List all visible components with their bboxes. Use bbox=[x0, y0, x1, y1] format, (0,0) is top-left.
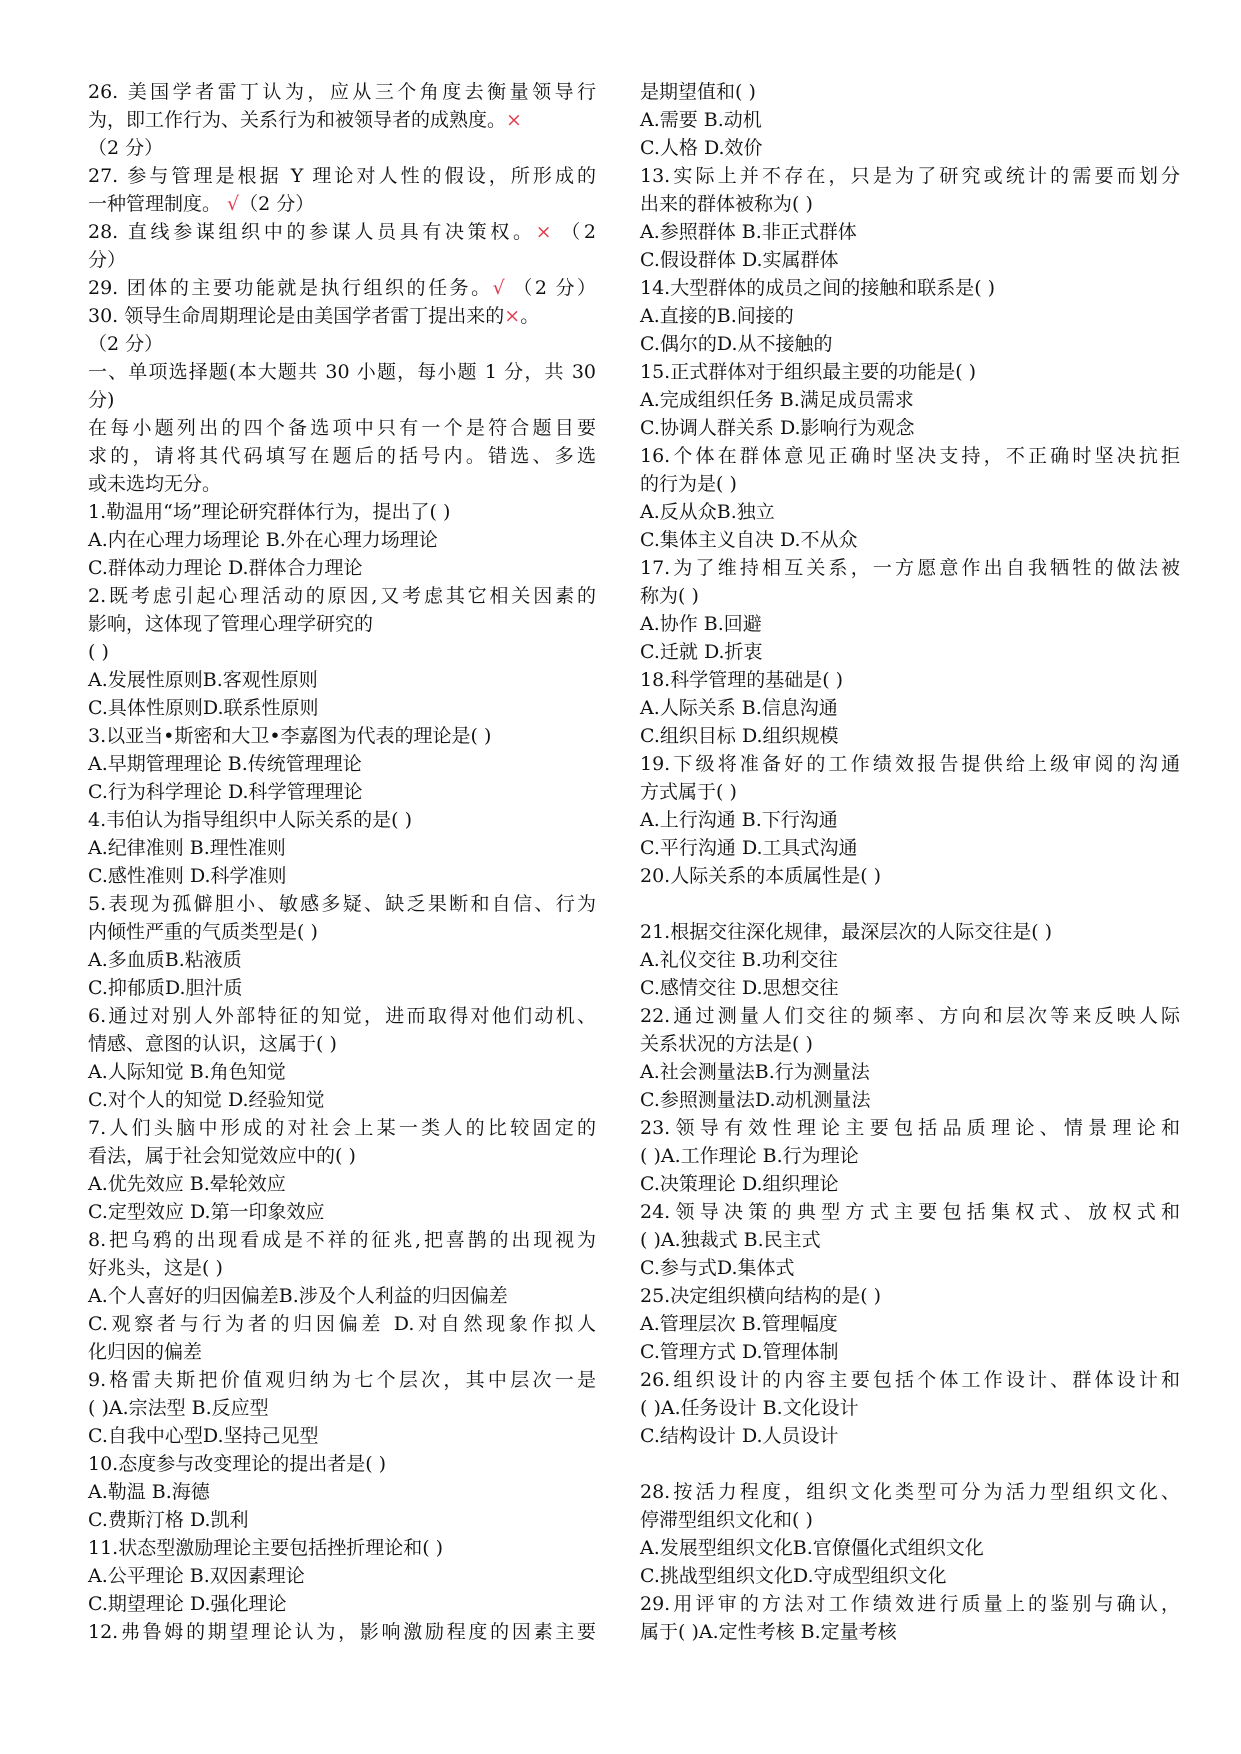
line-text: 关系状况的方法是( ) bbox=[640, 1033, 813, 1055]
text-line bbox=[88, 1394, 596, 1422]
wrong-mark-icon: × bbox=[506, 109, 522, 131]
line-text: 或未选均无分。 bbox=[88, 473, 222, 495]
line-text: C.感情交往 D.思想交往 bbox=[640, 977, 839, 999]
text-line bbox=[640, 1254, 1180, 1282]
text-line bbox=[640, 1030, 1180, 1058]
text-line bbox=[640, 694, 1180, 722]
text-line bbox=[88, 1282, 596, 1310]
score-text: （2 分） bbox=[239, 193, 315, 215]
line-text: C.群体动力理论 D.群体合力理论 bbox=[88, 557, 363, 579]
text-line bbox=[88, 78, 596, 106]
line-text: A.勒温 B.海德 bbox=[88, 1481, 210, 1503]
text-line bbox=[640, 358, 1180, 386]
text-line bbox=[640, 1170, 1180, 1198]
text-line bbox=[88, 1534, 596, 1562]
line-text: 停滞型组织文化和( ) bbox=[640, 1509, 813, 1531]
text-line bbox=[640, 778, 1180, 806]
line-text: 7.人们头脑中形成的对社会上某一类人的比较固定的 bbox=[88, 1117, 596, 1139]
line-text: A.协作 B.回避 bbox=[640, 613, 762, 635]
line-text: A.完成组织任务 B.满足成员需求 bbox=[640, 389, 914, 411]
line-text: A.纪律准则 B.理性准则 bbox=[88, 837, 286, 859]
text-line bbox=[640, 1562, 1180, 1590]
line-text: 28.按活力程度，组织文化类型可分为活力型组织文化、 bbox=[640, 1481, 1180, 1503]
line-text: C.集体主义自决 D.不从众 bbox=[640, 529, 858, 551]
line-text: 化归因的偏差 bbox=[88, 1341, 203, 1363]
score-text: （2 bbox=[551, 221, 596, 243]
text-line bbox=[88, 246, 596, 274]
line-text: A.管理层次 B.管理幅度 bbox=[640, 1313, 838, 1335]
text-line bbox=[640, 1114, 1180, 1142]
line-text: A.礼仪交往 B.功利交往 bbox=[640, 949, 838, 971]
check-mark-icon: √ bbox=[227, 193, 240, 215]
line-text: 出来的群体被称为( ) bbox=[640, 193, 813, 215]
text-line bbox=[640, 1422, 1180, 1450]
text-line bbox=[88, 498, 596, 526]
line-text: C.协调人群关系 D.影响行为观念 bbox=[640, 417, 915, 439]
text-line bbox=[640, 1534, 1180, 1562]
line-text: 3.以亚当•斯密和大卫•李嘉图为代表的理论是( ) bbox=[88, 725, 492, 747]
line-text: C.参与式D.集体式 bbox=[640, 1257, 795, 1279]
line-text: 情感、意图的认识，这属于( ) bbox=[88, 1033, 337, 1055]
line-text: （2 分） bbox=[88, 137, 164, 159]
text-line bbox=[88, 386, 596, 414]
line-text: 10.态度参与改变理论的提出者是( ) bbox=[88, 1453, 387, 1475]
line-text: C.费斯汀格 D.凯利 bbox=[88, 1509, 249, 1531]
line-text: 求的，请将其代码填写在题后的括号内。错选、多选 bbox=[88, 445, 596, 467]
line-text: ( )A.任务设计 B.文化设计 bbox=[640, 1397, 859, 1419]
text-line bbox=[640, 78, 1180, 106]
text-line bbox=[88, 946, 596, 974]
line-text: 一种管理制度。 bbox=[88, 193, 228, 215]
line-text: 1.勒温用“场”理论研究群体行为，提出了( ) bbox=[88, 501, 451, 523]
text-line bbox=[88, 1310, 596, 1338]
line-text: A.早期管理理论 B.传统管理理论 bbox=[88, 753, 362, 775]
text-line bbox=[88, 106, 596, 134]
line-text: C.观察者与行为者的归因偏差 D.对自然现象作拟人 bbox=[88, 1313, 596, 1335]
line-text: ( )A.宗法型 B.反应型 bbox=[88, 1397, 269, 1419]
text-line bbox=[640, 330, 1180, 358]
text-line bbox=[88, 1590, 596, 1618]
line-text: 分） bbox=[88, 249, 127, 271]
text-line bbox=[640, 414, 1180, 442]
line-text: 一、单项选择题(本大题共 30 小题，每小题 1 分，共 30 bbox=[88, 361, 596, 383]
line-text: C.具体性原则D.联系性原则 bbox=[88, 697, 319, 719]
line-text: 方式属于( ) bbox=[640, 781, 737, 803]
text-line bbox=[640, 610, 1180, 638]
line-text: C.行为科学理论 D.科学管理理论 bbox=[88, 781, 363, 803]
text-line bbox=[640, 1142, 1180, 1170]
text-line bbox=[88, 834, 596, 862]
text-line bbox=[88, 162, 596, 190]
text-line bbox=[640, 806, 1180, 834]
text-line bbox=[640, 1058, 1180, 1086]
text-line bbox=[640, 1618, 1180, 1646]
line-text: 9.格雷夫斯把价值观归纳为七个层次，其中层次一是 bbox=[88, 1369, 596, 1391]
text-line bbox=[88, 1478, 596, 1506]
line-text: 27. 参与管理是根据 Y 理论对人性的假设，所形成的 bbox=[88, 165, 596, 187]
line-text: 2.既考虑引起心理活动的原因,又考虑其它相关因素的 bbox=[88, 585, 596, 607]
line-text: 6.通过对别人外部特征的知觉，进而取得对他们动机、 bbox=[88, 1005, 596, 1027]
line-text: 影响，这体现了管理心理学研究的 bbox=[88, 613, 374, 635]
text-line bbox=[640, 470, 1180, 498]
line-text: A.参照群体 B.非正式群体 bbox=[640, 221, 857, 243]
text-line bbox=[88, 1338, 596, 1366]
text-line bbox=[640, 1394, 1180, 1422]
text-line bbox=[640, 1086, 1180, 1114]
text-line bbox=[88, 302, 596, 330]
line-text: 16.个体在群体意见正确时坚决支持，不正确时坚决抗拒 bbox=[640, 445, 1180, 467]
text-line bbox=[640, 442, 1180, 470]
text-line bbox=[640, 974, 1180, 1002]
text-line bbox=[88, 1562, 596, 1590]
line-text: ( )A.独裁式 B.民主式 bbox=[640, 1229, 821, 1251]
text-line bbox=[640, 162, 1180, 190]
line-text: 是期望值和( ) bbox=[640, 81, 756, 103]
line-text: C.期望理论 D.强化理论 bbox=[88, 1593, 287, 1615]
text-line bbox=[88, 1506, 596, 1534]
line-text: A.社会测量法B.行为测量法 bbox=[640, 1061, 870, 1083]
line-text: 29. 团体的主要功能就是执行组织的任务。 bbox=[88, 277, 493, 299]
text-line bbox=[88, 806, 596, 834]
text-line bbox=[640, 246, 1180, 274]
line-text: 20.人际关系的本质属性是( ) bbox=[640, 865, 882, 887]
line-text: 28. 直线参谋组织中的参谋人员具有决策权。 bbox=[88, 221, 536, 243]
line-text: 19.下级将准备好的工作绩效报告提供给上级审阅的沟通 bbox=[640, 753, 1180, 775]
text-line bbox=[640, 722, 1180, 750]
line-text: 8.把乌鸦的出现看成是不祥的征兆,把喜鹊的出现视为 bbox=[88, 1229, 596, 1251]
line-text: 25.决定组织横向结构的是( ) bbox=[640, 1285, 882, 1307]
text-line bbox=[88, 1226, 596, 1254]
line-text: C.管理方式 D.管理体制 bbox=[640, 1341, 839, 1363]
text-line bbox=[88, 190, 596, 218]
line-text: C.参照测量法D.动机测量法 bbox=[640, 1089, 871, 1111]
text-line bbox=[88, 358, 596, 386]
text-line bbox=[640, 582, 1180, 610]
line-text: 15.正式群体对于组织最主要的功能是( ) bbox=[640, 361, 977, 383]
text-line bbox=[640, 302, 1180, 330]
line-text: A.公平理论 B.双因素理论 bbox=[88, 1565, 305, 1587]
text-line bbox=[88, 442, 596, 470]
text-line bbox=[88, 1142, 596, 1170]
text-line bbox=[640, 834, 1180, 862]
line-text: C.迁就 D.折衷 bbox=[640, 641, 763, 663]
line-text: 5.表现为孤僻胆小、敏感多疑、缺乏果断和自信、行为 bbox=[88, 893, 596, 915]
line-text: A.直接的B.间接的 bbox=[640, 305, 794, 327]
text-line bbox=[88, 1618, 596, 1646]
text-line bbox=[88, 1086, 596, 1114]
text-line bbox=[88, 1170, 596, 1198]
text-line bbox=[88, 694, 596, 722]
line-text: C.定型效应 D.第一印象效应 bbox=[88, 1201, 325, 1223]
line-text: A.需要 B.动机 bbox=[640, 109, 762, 131]
text-line bbox=[88, 750, 596, 778]
text-line bbox=[640, 1366, 1180, 1394]
line-text: 13.实际上并不存在，只是为了研究或统计的需要而划分 bbox=[640, 165, 1180, 187]
line-text: A.多血质B.粘液质 bbox=[88, 949, 242, 971]
line-text: A.发展性原则B.客观性原则 bbox=[88, 669, 318, 691]
blank-line bbox=[640, 1450, 1180, 1478]
line-text: 24.领导决策的典型方式主要包括集权式、放权式和 bbox=[640, 1201, 1180, 1223]
line-text: 看法，属于社会知觉效应中的( ) bbox=[88, 1145, 356, 1167]
line-text: ( )A.工作理论 B.行为理论 bbox=[640, 1145, 859, 1167]
line-text: 21.根据交往深化规律，最深层次的人际交往是( ) bbox=[640, 921, 1053, 943]
line-text: ( ) bbox=[88, 641, 109, 663]
line-text: A.优先效应 B.晕轮效应 bbox=[88, 1173, 286, 1195]
text-line bbox=[88, 638, 596, 666]
line-text: 26.组织设计的内容主要包括个体工作设计、群体设计和 bbox=[640, 1369, 1180, 1391]
blank-line bbox=[640, 890, 1180, 918]
text-line bbox=[88, 918, 596, 946]
text-line bbox=[640, 1310, 1180, 1338]
text-line bbox=[640, 1506, 1180, 1534]
line-text: A.发展型组织文化B.官僚僵化式组织文化 bbox=[640, 1537, 984, 1559]
right-column bbox=[640, 78, 1180, 1646]
text-line bbox=[640, 106, 1180, 134]
line-text: 属于( )A.定性考核 B.定量考核 bbox=[640, 1621, 897, 1643]
line-text: 14.大型群体的成员之间的接触和联系是( ) bbox=[640, 277, 996, 299]
text-line bbox=[88, 582, 596, 610]
line-text: 好兆头，这是( ) bbox=[88, 1257, 223, 1279]
text-line bbox=[88, 1366, 596, 1394]
text-line bbox=[88, 330, 596, 358]
score-text: 。 bbox=[520, 305, 540, 327]
line-text: C.自我中心型D.坚持己见型 bbox=[88, 1425, 319, 1447]
text-line bbox=[88, 974, 596, 1002]
text-line bbox=[88, 1058, 596, 1086]
line-text: 内倾性严重的气质类型是( ) bbox=[88, 921, 318, 943]
text-line bbox=[88, 1030, 596, 1058]
line-text: 11.状态型激励理论主要包括挫折理论和( ) bbox=[88, 1537, 444, 1559]
text-line bbox=[640, 1226, 1180, 1254]
text-line bbox=[88, 1450, 596, 1478]
line-text: A.人际关系 B.信息沟通 bbox=[640, 697, 838, 719]
wrong-mark-icon: × bbox=[535, 221, 552, 243]
text-line bbox=[88, 470, 596, 498]
line-text: C.组织目标 D.组织规模 bbox=[640, 725, 839, 747]
line-text: 30. 领导生命周期理论是由美国学者雷丁提出来的 bbox=[88, 305, 505, 327]
left-column bbox=[88, 78, 596, 1646]
line-text: （2 分） bbox=[88, 333, 164, 355]
text-line bbox=[88, 1198, 596, 1226]
line-text: A.上行沟通 B.下行沟通 bbox=[640, 809, 838, 831]
text-line bbox=[640, 134, 1180, 162]
text-line bbox=[88, 526, 596, 554]
text-line bbox=[640, 862, 1180, 890]
text-line bbox=[640, 526, 1180, 554]
line-text: C.人格 D.效价 bbox=[640, 137, 763, 159]
line-text: A.反从众B.独立 bbox=[640, 501, 775, 523]
text-line bbox=[88, 554, 596, 582]
text-line bbox=[640, 386, 1180, 414]
text-line bbox=[640, 666, 1180, 694]
text-line bbox=[640, 638, 1180, 666]
text-line bbox=[88, 778, 596, 806]
text-line bbox=[640, 498, 1180, 526]
text-line bbox=[640, 750, 1180, 778]
line-text: A.内在心理力场理论 B.外在心理力场理论 bbox=[88, 529, 438, 551]
line-text: A.人际知觉 B.角色知觉 bbox=[88, 1061, 286, 1083]
line-text: C.结构设计 D.人员设计 bbox=[640, 1425, 839, 1447]
line-text: 22.通过测量人们交往的频率、方向和层次等来反映人际 bbox=[640, 1005, 1180, 1027]
line-text: 4.韦伯认为指导组织中人际关系的是( ) bbox=[88, 809, 412, 831]
line-text: 的行为是( ) bbox=[640, 473, 737, 495]
line-text: 12.弗鲁姆的期望理论认为，影响激励程度的因素主要 bbox=[88, 1621, 596, 1643]
text-line bbox=[640, 1002, 1180, 1030]
text-line bbox=[640, 218, 1180, 246]
line-text: C.偶尔的D.从不接触的 bbox=[640, 333, 833, 355]
line-text: C.抑郁质D.胆汁质 bbox=[88, 977, 243, 999]
line-text: C.假设群体 D.实属群体 bbox=[640, 249, 839, 271]
text-line bbox=[88, 1114, 596, 1142]
text-line bbox=[88, 610, 596, 638]
text-line bbox=[88, 1422, 596, 1450]
text-line bbox=[88, 134, 596, 162]
check-mark-icon: √ bbox=[492, 277, 505, 299]
line-text: A.个人喜好的归因偏差B.涉及个人利益的归因偏差 bbox=[88, 1285, 508, 1307]
line-text: 在每小题列出的四个备选项中只有一个是符合题目要 bbox=[88, 417, 596, 439]
wrong-mark-icon: × bbox=[504, 305, 521, 327]
text-line bbox=[640, 1198, 1180, 1226]
text-line bbox=[640, 190, 1180, 218]
text-line bbox=[88, 722, 596, 750]
text-line bbox=[88, 666, 596, 694]
line-text: 29.用评审的方法对工作绩效进行质量上的鉴别与确认， bbox=[640, 1593, 1180, 1615]
text-line bbox=[88, 218, 596, 246]
text-line bbox=[88, 414, 596, 442]
text-line bbox=[640, 1338, 1180, 1366]
line-text: 分) bbox=[88, 389, 115, 411]
line-text: 26. 美国学者雷丁认为，应从三个角度去衡量领导行 bbox=[88, 81, 596, 103]
text-line bbox=[640, 918, 1180, 946]
line-text: C.挑战型组织文化D.守成型组织文化 bbox=[640, 1565, 947, 1587]
text-line bbox=[88, 1254, 596, 1282]
line-text: 23.领导有效性理论主要包括品质理论、情景理论和 bbox=[640, 1117, 1180, 1139]
line-text: C.决策理论 D.组织理论 bbox=[640, 1173, 839, 1195]
line-text: 18.科学管理的基础是( ) bbox=[640, 669, 844, 691]
text-line bbox=[640, 1282, 1180, 1310]
line-text: C.感性准则 D.科学准则 bbox=[88, 865, 287, 887]
text-line bbox=[88, 274, 596, 302]
line-text: 称为( ) bbox=[640, 585, 699, 607]
text-line bbox=[88, 1002, 596, 1030]
text-line bbox=[640, 1590, 1180, 1618]
score-text: （2 分） bbox=[504, 277, 597, 299]
text-line bbox=[640, 554, 1180, 582]
line-text: 17.为了维持相互关系，一方愿意作出自我牺牲的做法被 bbox=[640, 557, 1180, 579]
line-text: C.对个人的知觉 D.经验知觉 bbox=[88, 1089, 325, 1111]
text-line bbox=[640, 274, 1180, 302]
line-text: C.平行沟通 D.工具式沟通 bbox=[640, 837, 858, 859]
text-line bbox=[640, 1478, 1180, 1506]
text-line bbox=[88, 862, 596, 890]
text-line bbox=[640, 946, 1180, 974]
line-text: 为，即工作行为、关系行为和被领导者的成熟度。 bbox=[88, 109, 507, 131]
text-line bbox=[88, 890, 596, 918]
